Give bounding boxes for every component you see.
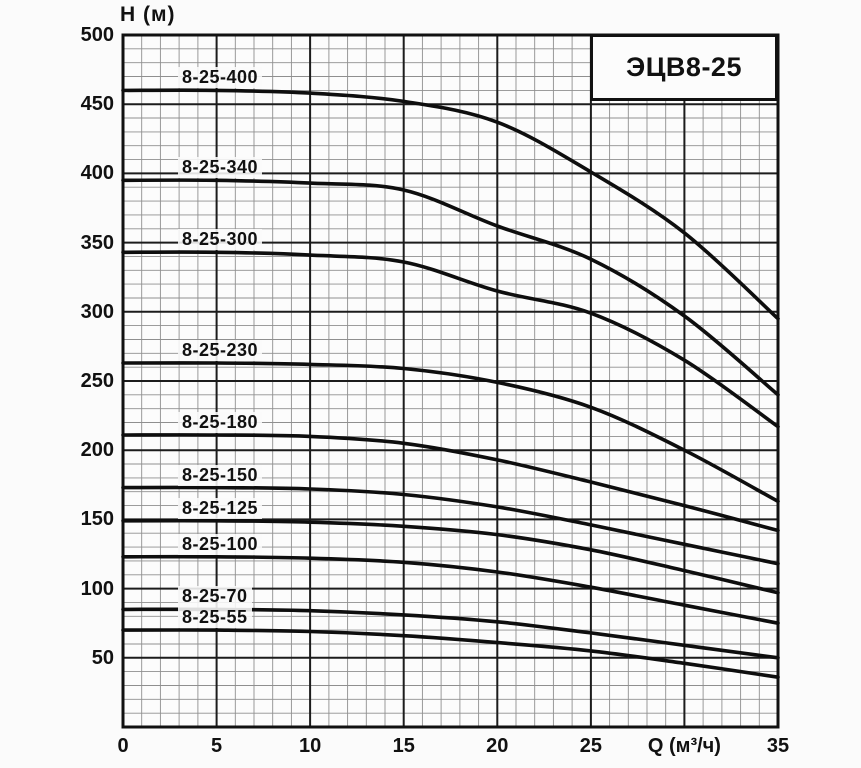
x-tick-label-15: 15 — [392, 735, 415, 757]
x-tick-label-35: 35 — [766, 735, 790, 757]
curve-label-8-25-125: 8-25-125 — [178, 498, 262, 519]
chart-title-box — [590, 34, 778, 101]
curve-label-8-25-150: 8-25-150 — [178, 465, 262, 486]
x-tick-label-5: 5 — [211, 735, 223, 757]
x-tick-label-25: 25 — [579, 735, 602, 757]
x-axis-title: Q (м³/ч) — [647, 735, 721, 757]
curve-label-8-25-100: 8-25-100 — [178, 534, 262, 555]
curve-label-8-25-300: 8-25-300 — [178, 229, 262, 250]
y-tick-label-50: 50 — [91, 646, 114, 669]
x-tick-label-0: 0 — [117, 735, 129, 757]
y-tick-label-400: 400 — [80, 162, 114, 185]
x-tick-label-20: 20 — [486, 735, 509, 757]
y-tick-label-250: 250 — [80, 370, 114, 392]
y-axis-title: H (м) — [120, 3, 176, 26]
y-tick-label-500: 500 — [80, 24, 114, 46]
curve-label-8-25-180: 8-25-180 — [178, 412, 262, 433]
x-tick-label-10: 10 — [299, 735, 322, 757]
y-tick-label-450: 450 — [80, 93, 114, 116]
y-tick-label-200: 200 — [80, 439, 114, 462]
y-tick-label-150: 150 — [80, 508, 114, 531]
curve-label-8-25-70: 8-25-70 — [178, 586, 252, 607]
curve-label-8-25-230: 8-25-230 — [178, 340, 262, 361]
y-tick-label-300: 300 — [80, 300, 114, 323]
curve-label-8-25-400: 8-25-400 — [178, 67, 262, 88]
y-tick-label-350: 350 — [80, 231, 114, 254]
curve-label-8-25-340: 8-25-340 — [178, 157, 262, 178]
y-tick-label-100: 100 — [80, 577, 114, 600]
chart-title: ЭЦВ8-25 — [626, 52, 742, 82]
curve-label-8-25-55: 8-25-55 — [178, 607, 252, 628]
